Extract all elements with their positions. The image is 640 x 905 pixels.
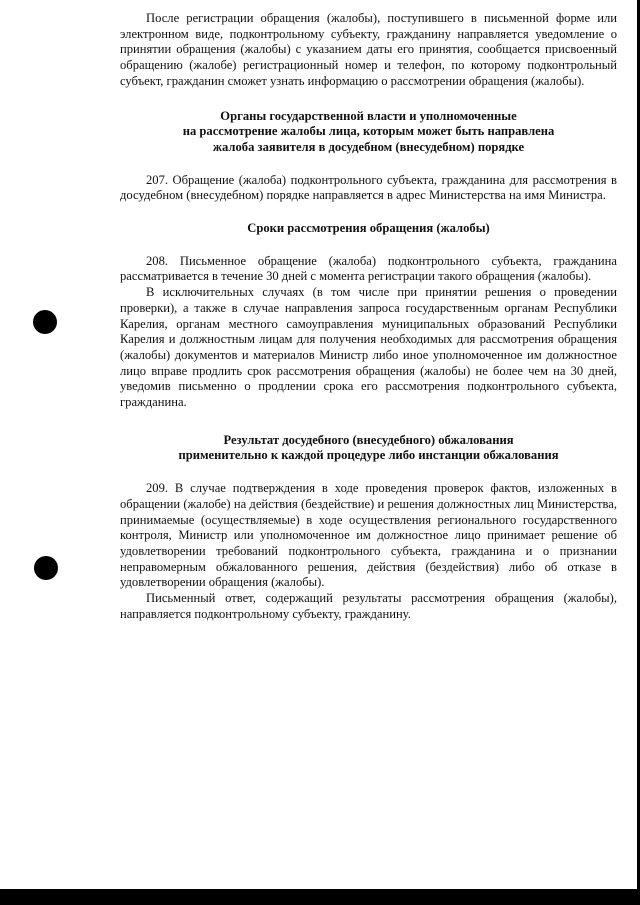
heading-terms (120, 221, 617, 237)
punch-hole-top (33, 310, 57, 334)
paragraph-written-answer: Письменный ответ, содержащий результаты рассмотрения обращения (жалобы), направляется подконтрольному субъекту, гражданину. (120, 591, 617, 621)
scan-edge-bottom (0, 889, 640, 905)
heading-authorities-line-2: на рассмотрение жалобы лица, которым может быть направлена (182, 124, 555, 139)
paragraph-209: 209. В случае подтверждения в ходе проведения проверок фактов, изложенных в обращении (жалобе) на действия (бездействие) и решения должностных лиц Министерства, принимаемые (осуществляемые) в ходе осуществления регионального государственного контроля, Министр или уполномоченное им должностное лицо принимает решение об удовлетворении требований подконтрольного субъекта, гражданина и о признании неправомерным обжалованного решения, действия (бездействия) либо об отказе в удовлетворении обращения (жалобы). (120, 481, 617, 590)
heading-terms-line: Сроки рассмотрения обращения (жалобы) (247, 221, 490, 236)
heading-result (120, 433, 617, 464)
heading-authorities-line-1: Органы государственной власти и уполномоченные (220, 108, 517, 123)
intro-paragraph: После регистрации обращения (жалобы), поступившего в письменной форме или электронном виде, подконтрольному субъекту, гражданину направляется уведомление о принятии обращения (жалобы) с указанием даты его принятия, сообщается присвоенный обращению (жалобе) регистрационный номер и телефон, по которому подконтрольный субъект, гражданин сможет узнать информацию о рассмотрении обращения (жалобы). (120, 11, 617, 88)
paragraph-exceptional-cases: В исключительных случаях (в том числе при принятии решения о проведении проверки), а также в случае направления запроса государственным органам Республики Карелия, органам местного самоуправления муниципальных образований Республики Карелия и должностным лицам для получения необходимых для рассмотрения обращения (жалобы) документов и материалов Министр либо иное уполномоченное им должностное лицо вправе продлить срок рассмотрения обращения (жалобы) не более чем на 30 дней, уведомив письменно о продлении срока его рассмотрения подконтрольного субъекта, гражданина. (120, 285, 617, 410)
heading-authorities (120, 109, 617, 156)
heading-result-line-1: Результат досудебного (внесудебного) обжалования (223, 432, 514, 447)
paragraph-208: 208. Письменное обращение (жалоба) подконтрольного субъекта, гражданина рассматривается в течение 30 дней с момента регистрации такого обращения (жалобы). (120, 253, 617, 284)
heading-authorities-line-3: жалоба заявителя в досудебном (внесудебном) порядке (212, 139, 525, 154)
punch-hole-bottom (34, 556, 58, 580)
document-body (120, 11, 617, 623)
paragraph-207: 207. Обращение (жалоба) подконтрольного субъекта, гражданина для рассмотрения в досудебном (внесудебном) порядке направляется в адрес Министерства на имя Министра. (120, 172, 617, 203)
heading-result-line-2: применительно к каждой процедуре либо инстанции обжалования (178, 448, 559, 463)
